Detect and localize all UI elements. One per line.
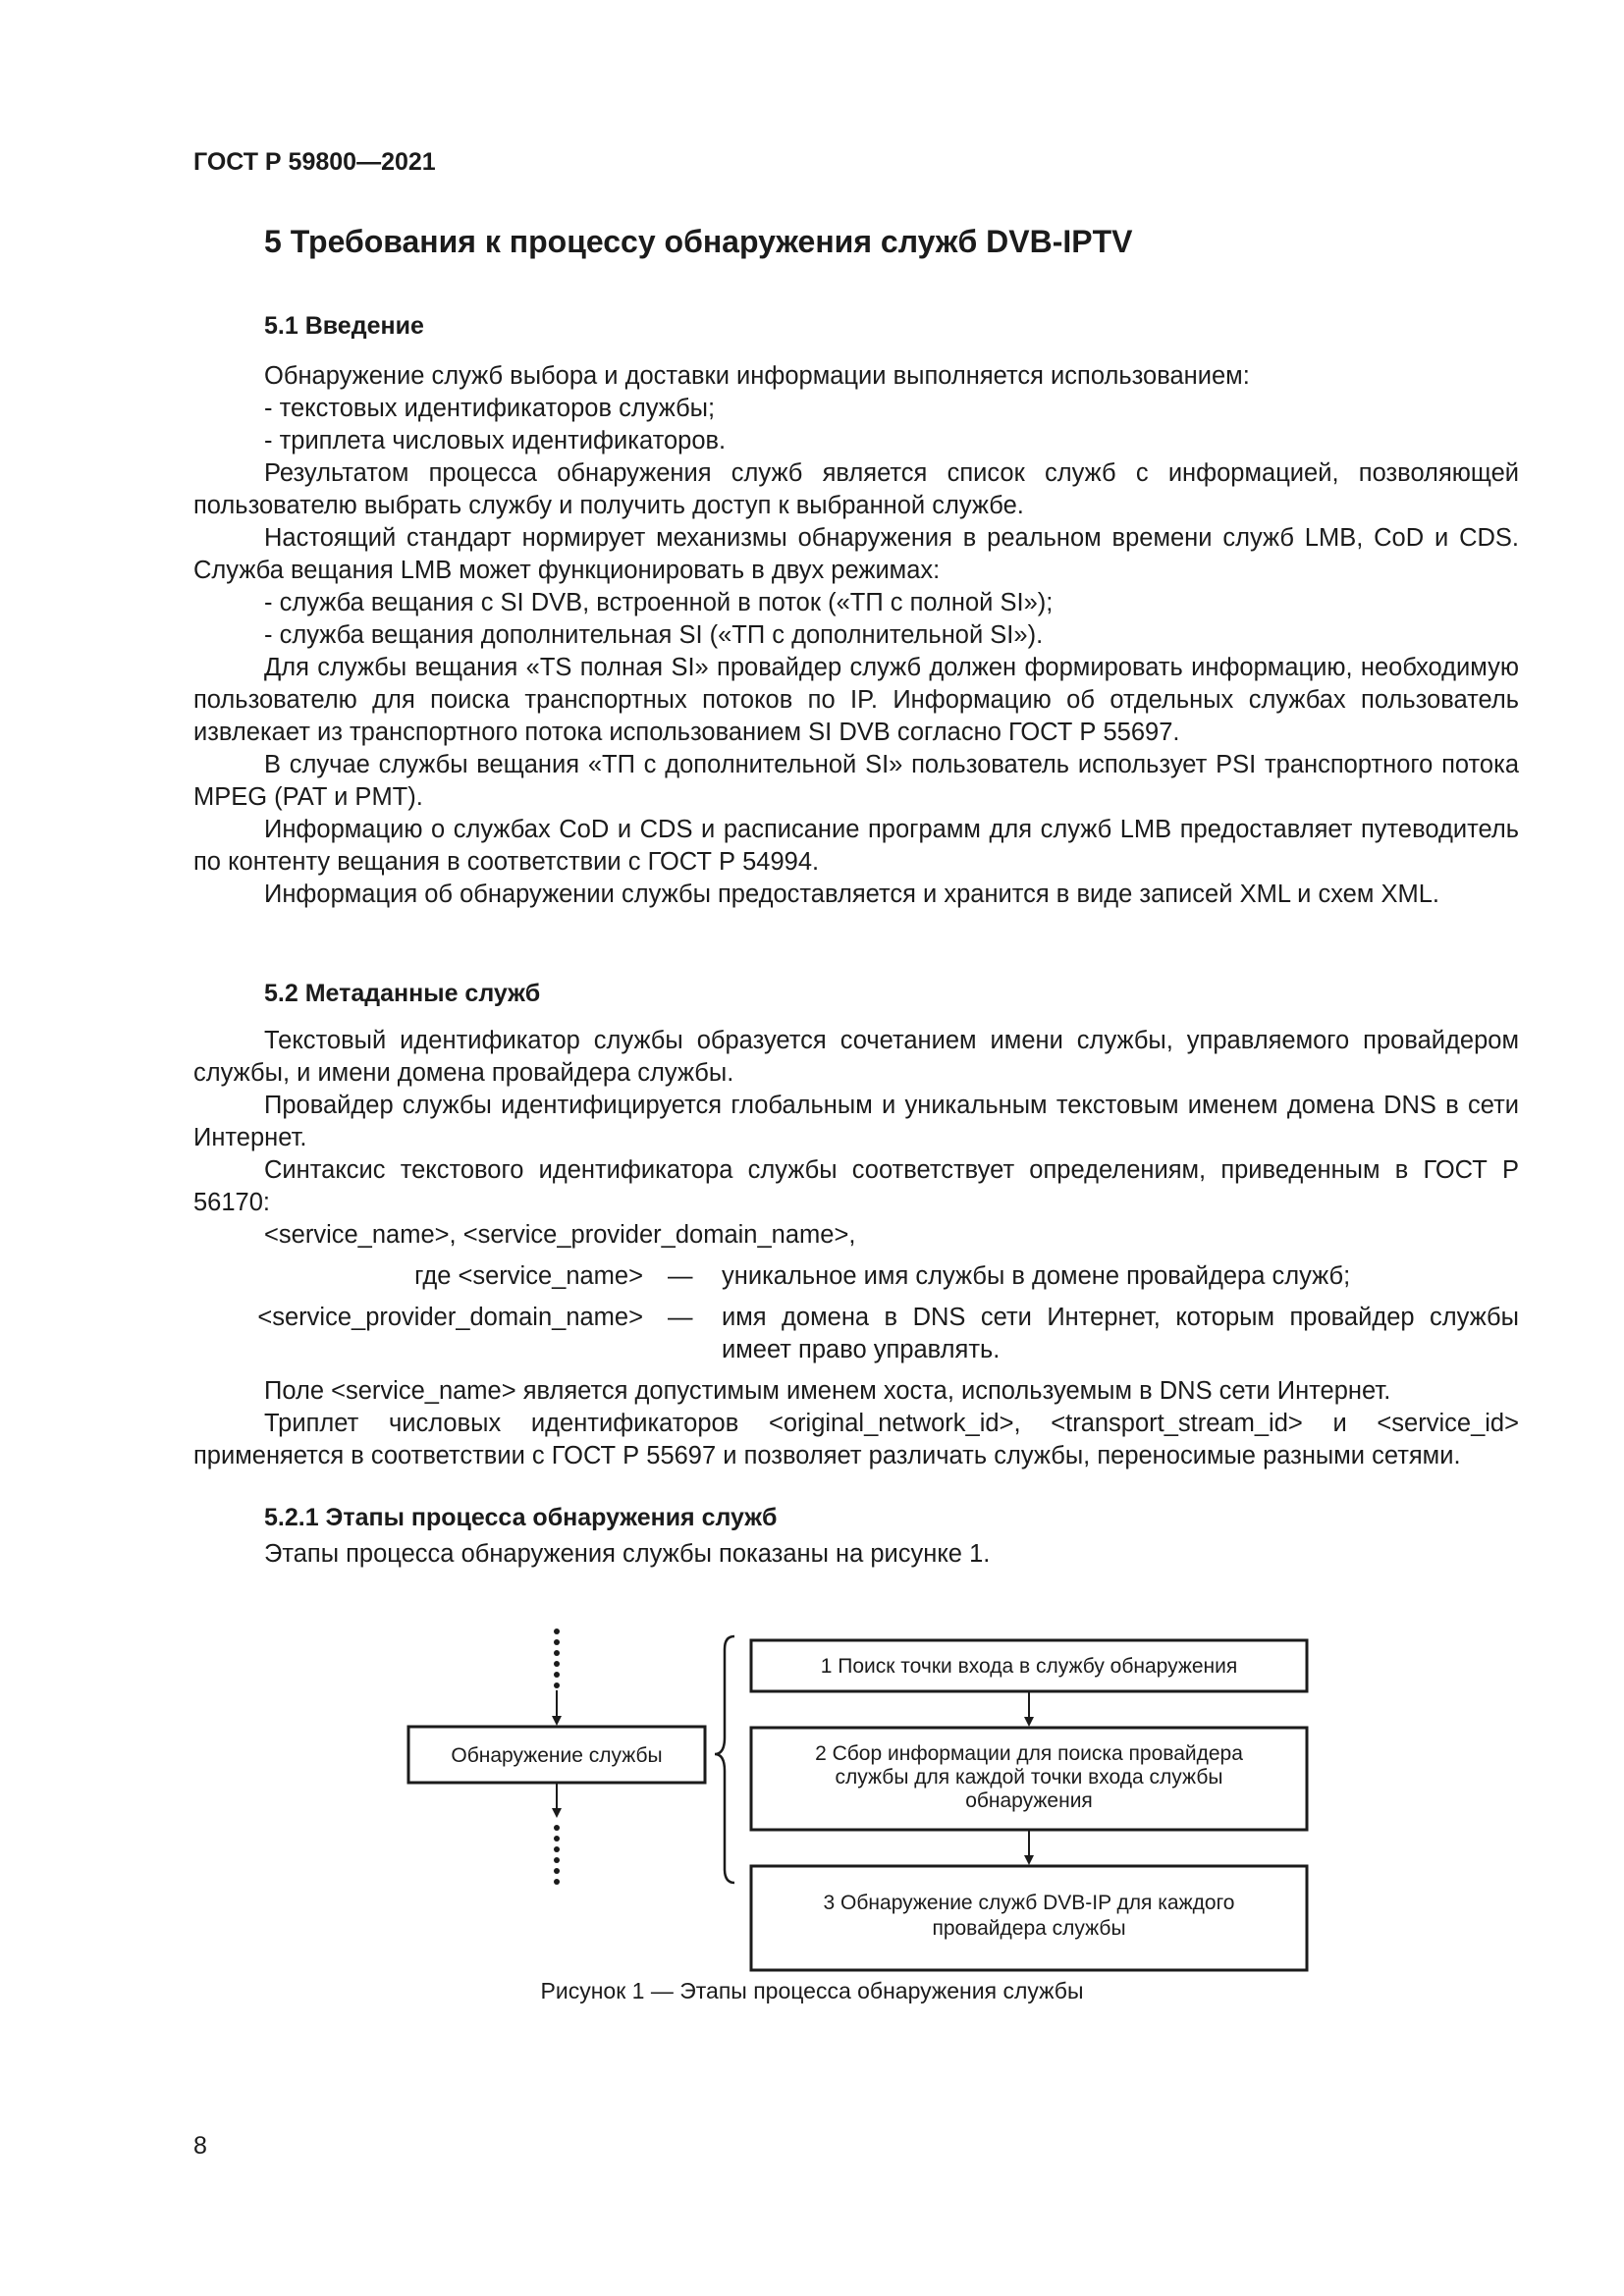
list-item: - триплета числовых идентификаторов. xyxy=(264,427,727,454)
paragraph: Обнаружение служб выбора и доставки информации выполняется использованием: xyxy=(264,362,1250,390)
syntax-line: <service_name>, <service_provider_domain_name>, xyxy=(264,1221,856,1249)
step-2-label-line2: службы для каждой точки входа службы xyxy=(835,1766,1223,1789)
paragraph: Информацию о службах CoD и CDS и расписание программ для служб LMB предоставляет путеводитель по контенту вещания в соответствии с ГОСТ Р 54994. xyxy=(193,816,1519,876)
subsection-title-5-2-1: 5.2.1 Этапы процесса обнаружения служб xyxy=(264,1504,778,1531)
subsection-title-5-2: 5.2 Метаданные служб xyxy=(264,980,541,1007)
list-item: - служба вещания дополнительная SI («ТП с дополнительной SI»). xyxy=(264,621,1044,649)
definition-dash: — xyxy=(668,1304,693,1331)
page-number: 8 xyxy=(193,2132,207,2160)
paragraph: Синтаксис текстового идентификатора службы соответствует определениям, приведенным в ГОСТ Р 56170: xyxy=(193,1156,1519,1216)
main-process-label: Обнаружение службы xyxy=(451,1744,663,1767)
process-diagram xyxy=(0,1610,1624,1973)
definition-text: уникальное имя службы в домене провайдера служб; xyxy=(722,1262,1351,1290)
dotted-line-top xyxy=(554,1629,560,1688)
definition-term: где <service_name> xyxy=(414,1262,643,1290)
definition-text: имя домена в DNS сети Интернет, которым провайдер службы имеет право управлять. xyxy=(722,1304,1519,1363)
paragraph: Триплет числовых идентификаторов <original_network_id>, <transport_stream_id> и <service_id> применяется в соответствии с ГОСТ Р 55697 и позволяет различать службы, переносимые разными сетями. xyxy=(193,1410,1519,1469)
step-1-label: 1 Поиск точки входа в службу обнаружения xyxy=(820,1655,1238,1678)
step-2-label-line1: 2 Сбор информации для поиска провайдера xyxy=(815,1742,1243,1765)
paragraph: Поле <service_name> является допустимым именем хоста, используемым в DNS сети Интернет. xyxy=(264,1377,1391,1405)
paragraph: Провайдер службы идентифицируется глобальным и уникальным текстовым именем домена DNS в сети Интернет. xyxy=(193,1092,1519,1151)
paragraph: Информация об обнаружении службы предоставляется и хранится в виде записей XML и схем XML. xyxy=(264,881,1439,908)
paragraph: Текстовый идентификатор службы образуется сочетанием имени службы, управляемого провайдером службы, и имени домена провайдера службы. xyxy=(193,1027,1519,1087)
list-item: - служба вещания с SI DVB, встроенной в поток («ТП с полной SI»); xyxy=(264,589,1054,616)
step-2-label-line3: обнаружения xyxy=(965,1789,1093,1812)
list-item: - текстовых идентификаторов службы; xyxy=(264,395,716,422)
document-header: ГОСТ Р 59800—2021 xyxy=(193,148,436,176)
paragraph: Для службы вещания «TS полная SI» провайдер служб должен формировать информацию, необходимую пользователю для поиска транспортных потоков по IP. Информацию об отдельных службах пользователь извлекает из транспортного потока использованием SI DVB согласно ГОСТ Р 55697. xyxy=(193,654,1519,746)
dotted-line-bottom xyxy=(554,1825,560,1885)
section-title: 5 Требования к процессу обнаружения служб DVB-IPTV xyxy=(264,224,1133,259)
step-3-label-line2: провайдера службы xyxy=(932,1917,1126,1940)
paragraph: Этапы процесса обнаружения службы показаны на рисунке 1. xyxy=(264,1540,991,1568)
figure-caption: Рисунок 1 — Этапы процесса обнаружения службы xyxy=(540,1978,1084,2003)
paragraph: Настоящий стандарт нормирует механизмы обнаружения в реальном времени служб LMB, CoD и CDS. Служба вещания LMB может функционировать в двух режимах: xyxy=(193,524,1519,584)
definition-term: <service_provider_domain_name> xyxy=(257,1304,643,1331)
step-3-label-line1: 3 Обнаружение служб DVB-IP для каждого xyxy=(823,1892,1235,1914)
subsection-title-5-1: 5.1 Введение xyxy=(264,312,424,340)
curly-brace xyxy=(715,1636,734,1883)
paragraph: В случае службы вещания «ТП с дополнительной SI» пользователь использует PSI транспортного потока MPEG (PAT и PMT). xyxy=(193,751,1519,811)
definition-dash: — xyxy=(668,1262,693,1290)
paragraph: Результатом процесса обнаружения служб является список служб с информацией, позволяющей пользователю выбрать службу и получить доступ к выбранной службе. xyxy=(193,459,1519,519)
